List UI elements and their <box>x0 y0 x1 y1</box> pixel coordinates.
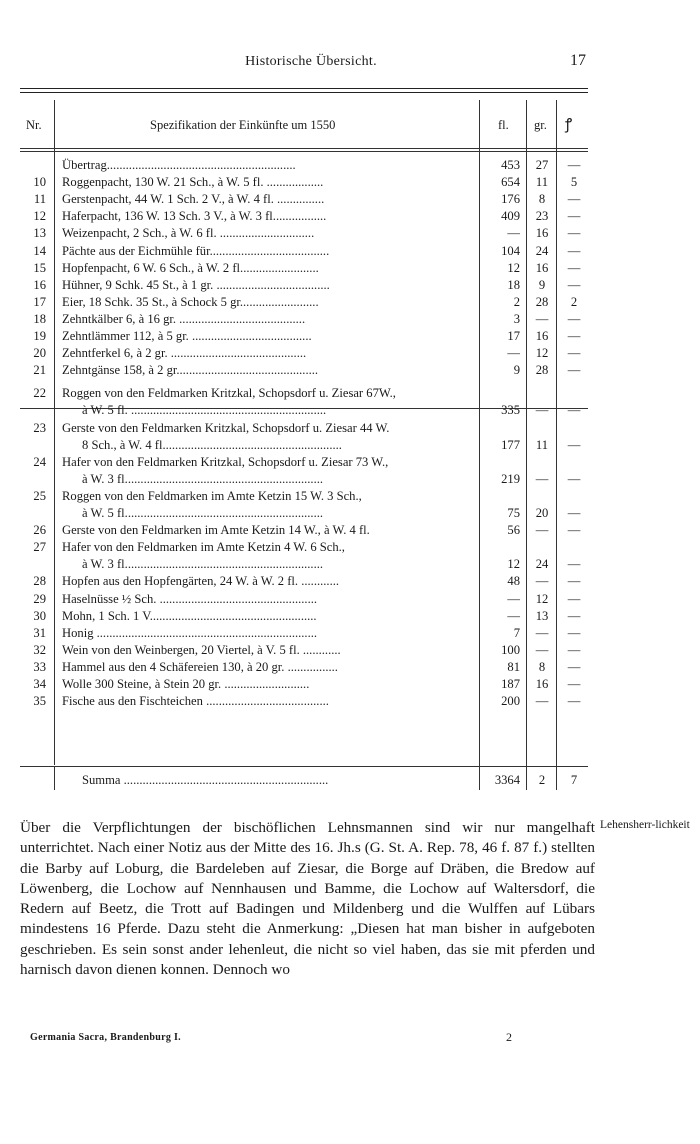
footer-left: Germania Sacra, Brandenburg I. <box>30 1032 181 1043</box>
row-description: Eier, 18 Schk. 35 St., à Schock 5 gr......................... <box>62 294 319 309</box>
row-d: — <box>567 437 581 452</box>
row-description: Pächte aus der Eichmühle für...................................... <box>62 243 330 258</box>
row-number: 12 <box>33 209 46 224</box>
row-d: — <box>567 506 581 520</box>
table-row <box>0 225 700 242</box>
row-number: 33 <box>33 659 46 674</box>
table-row <box>0 488 700 505</box>
row-description: à W. 5 fl. .............................................................. <box>82 403 327 418</box>
row-number: 21 <box>33 363 46 378</box>
row-gr: — <box>535 403 549 418</box>
row-fl: — <box>507 346 520 361</box>
table-header-gr: gr. <box>534 118 547 132</box>
summa-fl: 3364 <box>494 773 520 787</box>
row-gr: — <box>535 642 549 657</box>
row-d: — <box>567 209 581 224</box>
table-row <box>0 573 700 590</box>
table-row <box>0 659 700 676</box>
row-fl: — <box>507 226 520 241</box>
row-fl: 75 <box>507 506 520 520</box>
row-number: 28 <box>33 574 46 589</box>
row-gr: — <box>535 311 549 326</box>
row-number: 22 <box>33 386 46 401</box>
row-number: 16 <box>33 277 46 292</box>
body-text <box>20 818 595 980</box>
table-row <box>0 591 700 608</box>
table-row <box>0 260 700 277</box>
row-number: 23 <box>33 420 46 435</box>
row-fl: 176 <box>501 192 520 207</box>
table-row <box>0 608 700 625</box>
row-fl: 654 <box>501 175 520 190</box>
margin-note: Lehensherr-lichkeit <box>600 819 690 831</box>
row-description: Zehntferkel 6, à 2 gr. ........................................... <box>62 346 307 361</box>
row-description: Hafer von den Feldmarken Kritzkal, Schopsdorf u. Ziesar 73 W., <box>62 454 389 469</box>
row-description: Fische aus den Fischteichen ....................................... <box>62 694 329 709</box>
row-d: — <box>567 311 581 326</box>
row-description: Wein von den Weinbergen, 20 Viertel, à V. 5 fl. ............ <box>62 642 341 657</box>
row-description: à W. 3 fl............................................................... <box>82 557 324 572</box>
table-row <box>0 420 700 437</box>
row-d: — <box>567 591 581 606</box>
table-row <box>0 243 700 260</box>
row-d: — <box>567 625 581 640</box>
body-paragraph: Über die Verpflichtungen der bischöflichen Lehnsmannen sind wir nur mangelhaft unterrichtet. Nach einer Notiz aus der Mitte des 16. Jh.s (G. St. A. Rep. 78, 46 f. 87 f.) stellten die Barby auf Loburg, die Bardeleben auf Ziesar, die Borge auf Dräben, die Bredow auf Löwenberg, die Lochow auf Nennhausen und Bamme, die Lochow auf Waltersdorf, die Redern auf Beetz, die Trott auf Badingen und Mildenberg und die Wulffen auf Lübars mindestens 16 Pferde. Dazu steht die Anmerkung: „Diesen hat man bisher in aufgeboten geschrieben. Es sein sonst ander lehenleut, die nicht so viel haben, das sie mit pferden und harnisch davon dienen konnen. Dennoch wo <box>20 819 595 979</box>
row-fl: 9 <box>513 363 520 378</box>
row-fl: 18 <box>507 277 520 292</box>
footer-signature: 2 <box>506 1030 512 1044</box>
header-divider <box>20 148 588 149</box>
row-gr: 28 <box>535 363 549 378</box>
header-divider-2 <box>20 151 588 152</box>
row-d: — <box>567 363 581 378</box>
row-gr: — <box>535 694 549 709</box>
table-row <box>0 522 700 539</box>
table-row <box>0 208 700 225</box>
row-description: Hammel aus den 4 Schäfereien 130, à 20 gr. ................ <box>62 659 338 674</box>
row-gr: — <box>535 523 549 538</box>
summa-divider <box>20 766 588 767</box>
row-d: 5 <box>570 175 578 190</box>
row-fl: 48 <box>507 574 520 589</box>
table-row <box>0 471 700 488</box>
row-number: 27 <box>33 540 46 555</box>
row-gr: 11 <box>535 437 549 452</box>
row-gr: 16 <box>535 260 549 275</box>
row-number: 10 <box>33 175 46 190</box>
table-row <box>0 402 700 419</box>
row-d: — <box>567 523 581 538</box>
table-row <box>0 556 700 573</box>
row-gr: 9 <box>538 277 546 292</box>
row-gr: 24 <box>535 557 549 572</box>
row-gr: 24 <box>535 243 549 258</box>
row-number: 32 <box>33 642 46 657</box>
row-d: — <box>567 346 581 361</box>
table-row <box>0 505 700 522</box>
row-gr: 16 <box>535 226 549 241</box>
row-gr: 8 <box>538 192 546 207</box>
table-header-nr: Nr. <box>26 118 42 132</box>
row-d: — <box>567 677 581 691</box>
row-gr: 28 <box>535 294 549 309</box>
row-gr: — <box>535 574 549 589</box>
row-description: Weizenpacht, 2 Sch., à W. 6 fl. .............................. <box>62 226 315 241</box>
row-description: Hühner, 9 Schk. 45 St., à 1 gr. .................................... <box>62 277 330 292</box>
running-title: Historische Übersicht. <box>245 54 377 69</box>
row-description: Zehntlämmer 112, à 5 gr. ...................................... <box>62 329 312 343</box>
row-d: — <box>567 694 581 709</box>
table-row <box>0 676 700 693</box>
row-d: — <box>567 403 581 418</box>
row-description: 8 Sch., à W. 4 fl......................................................... <box>82 437 342 452</box>
row-number: 20 <box>33 346 46 361</box>
table-row <box>0 294 700 311</box>
row-fl: 177 <box>501 437 520 452</box>
table-row <box>0 385 700 402</box>
row-gr: 11 <box>535 175 549 190</box>
row-fl: — <box>507 591 520 606</box>
row-fl: 81 <box>507 659 520 674</box>
row-number: 35 <box>33 694 46 709</box>
row-gr: 23 <box>535 209 549 224</box>
row-description: Honig ...................................................................... <box>62 625 318 640</box>
row-fl: 12 <box>507 557 520 572</box>
row-gr: — <box>535 471 549 486</box>
row-number: 19 <box>33 329 46 343</box>
table-row <box>0 454 700 471</box>
table-row <box>0 311 700 328</box>
row-gr: 12 <box>535 346 549 361</box>
row-fl: 335 <box>501 403 520 418</box>
row-fl: 104 <box>501 243 520 258</box>
row-number: 11 <box>33 192 46 207</box>
row-description: Hopfen aus den Hopfengärten, 24 W. à W. 2 fl. ............ <box>62 574 340 589</box>
row-number: 14 <box>33 243 46 258</box>
row-description: Roggen von den Feldmarken im Amte Ketzin 15 W. 3 Sch., <box>62 488 362 503</box>
row-d: — <box>567 608 581 623</box>
table-row <box>0 362 700 379</box>
row-gr: 13 <box>535 608 549 623</box>
row-number: 30 <box>33 608 46 623</box>
row-description: Zehntkälber 6, à 16 gr. ........................................ <box>62 311 306 326</box>
table-row <box>0 328 700 345</box>
table-row <box>0 277 700 294</box>
page-number: 17 <box>570 52 586 69</box>
row-description: Haferpacht, 136 W. 13 Sch. 3 V., à W. 3 fl................. <box>62 209 327 224</box>
row-d: — <box>567 574 581 589</box>
row-gr: — <box>535 625 549 640</box>
row-d: — <box>567 471 581 486</box>
row-d: — <box>567 226 581 241</box>
row-gr: 12 <box>535 591 549 606</box>
row-description: Zehntgänse 158, à 2 gr............................................. <box>62 363 319 378</box>
table-header-d: ꝭ <box>565 117 573 133</box>
summa-d: 7 <box>570 773 578 787</box>
table-row <box>0 345 700 362</box>
row-number: 31 <box>33 625 46 640</box>
row-description: Gerste von den Feldmarken Kritzkal, Schopsdorf u. Ziesar 44 W. <box>62 420 390 435</box>
row-gr: 16 <box>535 329 549 343</box>
row-gr: 8 <box>538 659 546 674</box>
row-number: 18 <box>33 311 46 326</box>
row-d: — <box>567 277 581 292</box>
row-d: — <box>567 158 581 172</box>
table-row <box>0 642 700 659</box>
row-d: 2 <box>570 294 578 309</box>
row-description: Haselnüsse ½ Sch. .................................................. <box>62 591 318 606</box>
table-row <box>0 625 700 642</box>
row-number: 25 <box>33 488 46 503</box>
row-fl: 453 <box>501 158 520 172</box>
row-number: 15 <box>33 260 46 275</box>
row-fl: 219 <box>501 471 520 486</box>
row-number: 17 <box>33 294 46 309</box>
table-top-rule-2 <box>20 92 588 93</box>
table-row <box>0 174 700 191</box>
row-d: — <box>567 260 581 275</box>
row-description: à W. 5 fl............................................................... <box>82 506 324 520</box>
row-number: 29 <box>33 591 46 606</box>
row-d: — <box>567 192 581 207</box>
row-fl: 3 <box>513 311 520 326</box>
row-description: Mohn, 1 Sch. 1 V..................................................... <box>62 608 317 623</box>
row-d: — <box>567 659 581 674</box>
table-row <box>0 191 700 208</box>
row-number: 26 <box>33 523 46 538</box>
row-fl: 200 <box>501 694 520 709</box>
row-d: — <box>567 642 581 657</box>
table-header-fl: fl. <box>498 118 509 132</box>
row-fl: 17 <box>507 329 520 343</box>
row-gr: 27 <box>535 158 549 172</box>
row-fl: — <box>507 608 520 623</box>
row-fl: 100 <box>501 642 520 657</box>
row-gr: 16 <box>535 677 549 691</box>
row-fl: 409 <box>501 209 520 224</box>
row-fl: 56 <box>507 523 520 538</box>
row-fl: 2 <box>513 294 520 309</box>
row-description: Roggen von den Feldmarken Kritzkal, Schopsdorf u. Ziesar 67W., <box>62 386 396 401</box>
summa-gr: 2 <box>538 773 546 787</box>
summa-label: Summa ................................................................. <box>82 773 329 787</box>
row-number: 34 <box>33 677 46 691</box>
row-fl: 7 <box>513 625 520 640</box>
row-description: Gerste von den Feldmarken im Amte Ketzin 14 W., à W. 4 fl. <box>62 523 370 538</box>
row-description: Gerstenpacht, 44 W. 1 Sch. 2 V., à W. 4 fl. ............... <box>62 192 325 207</box>
row-description: Hafer von den Feldmarken im Amte Ketzin 4 W. 6 Sch., <box>62 540 345 555</box>
row-d: — <box>567 243 581 258</box>
table-row <box>0 693 700 710</box>
row-gr: 20 <box>535 506 549 520</box>
row-number: 24 <box>33 454 46 469</box>
table-row <box>0 437 700 454</box>
row-description: à W. 3 fl............................................................... <box>82 471 324 486</box>
table-row <box>0 157 700 174</box>
row-d: — <box>567 557 581 572</box>
row-description: Hopfenpacht, 6 W. 6 Sch., à W. 2 fl......................... <box>62 260 319 275</box>
summa-row <box>0 772 700 789</box>
table-header-spec: Spezifikation der Einkünfte um 1550 <box>150 118 336 132</box>
table-row <box>0 539 700 556</box>
row-d: — <box>567 329 581 343</box>
row-fl: 187 <box>501 677 520 691</box>
row-number: 13 <box>33 226 46 241</box>
row-description: Roggenpacht, 130 W. 21 Sch., à W. 5 fl. .................. <box>62 175 324 190</box>
table-top-rule <box>20 88 588 89</box>
row-description: Wolle 300 Steine, à Stein 20 gr. ........................... <box>62 677 310 691</box>
row-fl: 12 <box>507 260 520 275</box>
row-description: Übertrag............................................................ <box>62 158 296 172</box>
